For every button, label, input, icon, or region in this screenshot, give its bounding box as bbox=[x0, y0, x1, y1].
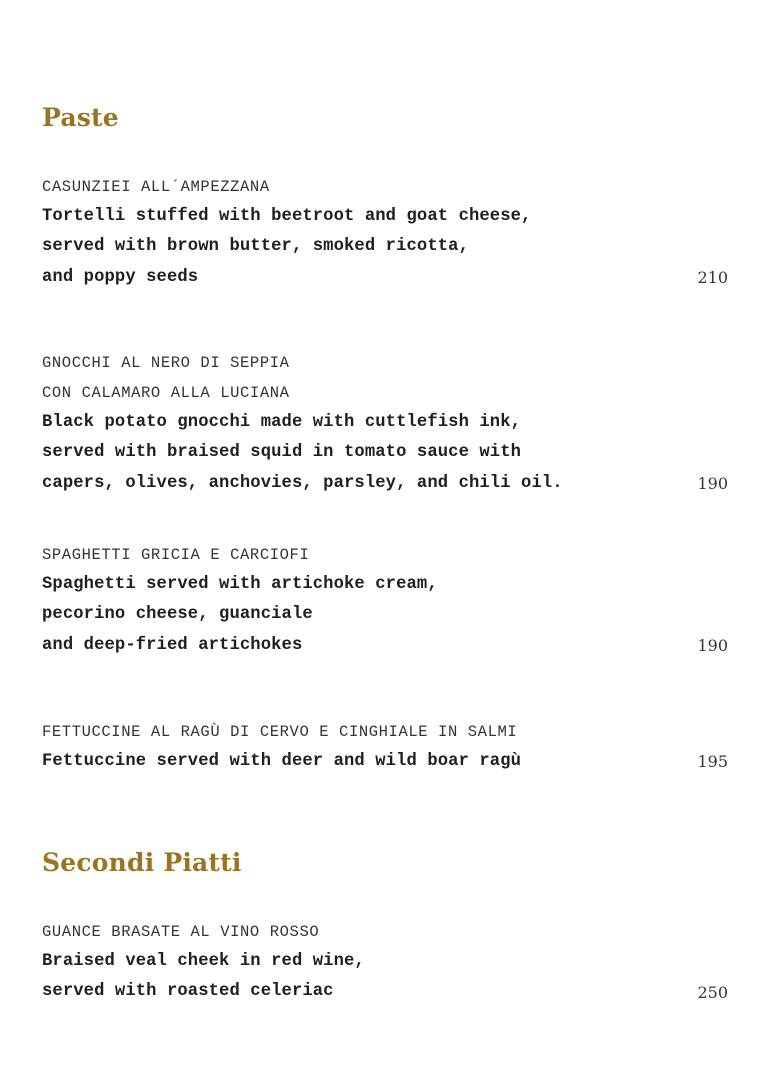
dish-description-line: capers, olives, anchovies, parsley, and chili oil. bbox=[42, 473, 563, 493]
dish-description-line: and deep-fried artichokes bbox=[42, 635, 303, 655]
dish-description-line: Tortelli stuffed with beetroot and goat cheese, bbox=[42, 207, 532, 226]
section-title-secondi-piatti: Secondi Piatti bbox=[42, 848, 242, 877]
dish-name: CON CALAMARO ALLA LUCIANA bbox=[42, 384, 290, 402]
dish-description-line: Spaghetti served with artichoke cream, bbox=[42, 575, 438, 594]
dish-description-line: pecorino cheese, guanciale bbox=[42, 605, 313, 625]
dish-name: GNOCCHI AL NERO DI SEPPIA bbox=[42, 354, 290, 372]
dish-description-line: Braised veal cheek in red wine, bbox=[42, 952, 365, 971]
dish-description-line: served with brown butter, smoked ricotta, bbox=[42, 237, 469, 257]
dish-description-line: Fettuccine served with deer and wild boar ragù bbox=[42, 752, 522, 771]
dish-price: 195 bbox=[697, 752, 728, 772]
menu-item-fettuccine bbox=[42, 717, 732, 777]
dish-price: 210 bbox=[697, 267, 728, 287]
dish-description-line: served with braised squid in tomato sauce with bbox=[42, 443, 522, 463]
dish-name: GUANCE BRASATE AL VINO ROSSO bbox=[42, 923, 320, 941]
dish-description-line: and poppy seeds bbox=[42, 267, 199, 287]
dish-name: SPAGHETTI GRICIA E CARCIOFI bbox=[42, 546, 310, 564]
dish-name: FETTUCCINE AL RAGÙ DI CERVO E CINGHIALE IN SALMI bbox=[42, 723, 518, 741]
dish-name: CASUNZIEI ALL´AMPEZZANA bbox=[42, 178, 270, 196]
menu-item-guance-brasate bbox=[42, 917, 732, 1008]
dish-price: 190 bbox=[697, 635, 728, 655]
dish-price: 190 bbox=[697, 473, 728, 493]
dish-description-line: Black potato gnocchi made with cuttlefish ink, bbox=[42, 413, 522, 432]
dish-price: 250 bbox=[697, 982, 728, 1002]
dish-description-line: served with roasted celeriac bbox=[42, 982, 334, 1002]
menu-item-gnocchi bbox=[42, 348, 732, 499]
section-title-paste: Paste bbox=[42, 103, 119, 132]
menu-item-spaghetti bbox=[42, 540, 732, 661]
menu-item-casunziei bbox=[42, 172, 732, 293]
